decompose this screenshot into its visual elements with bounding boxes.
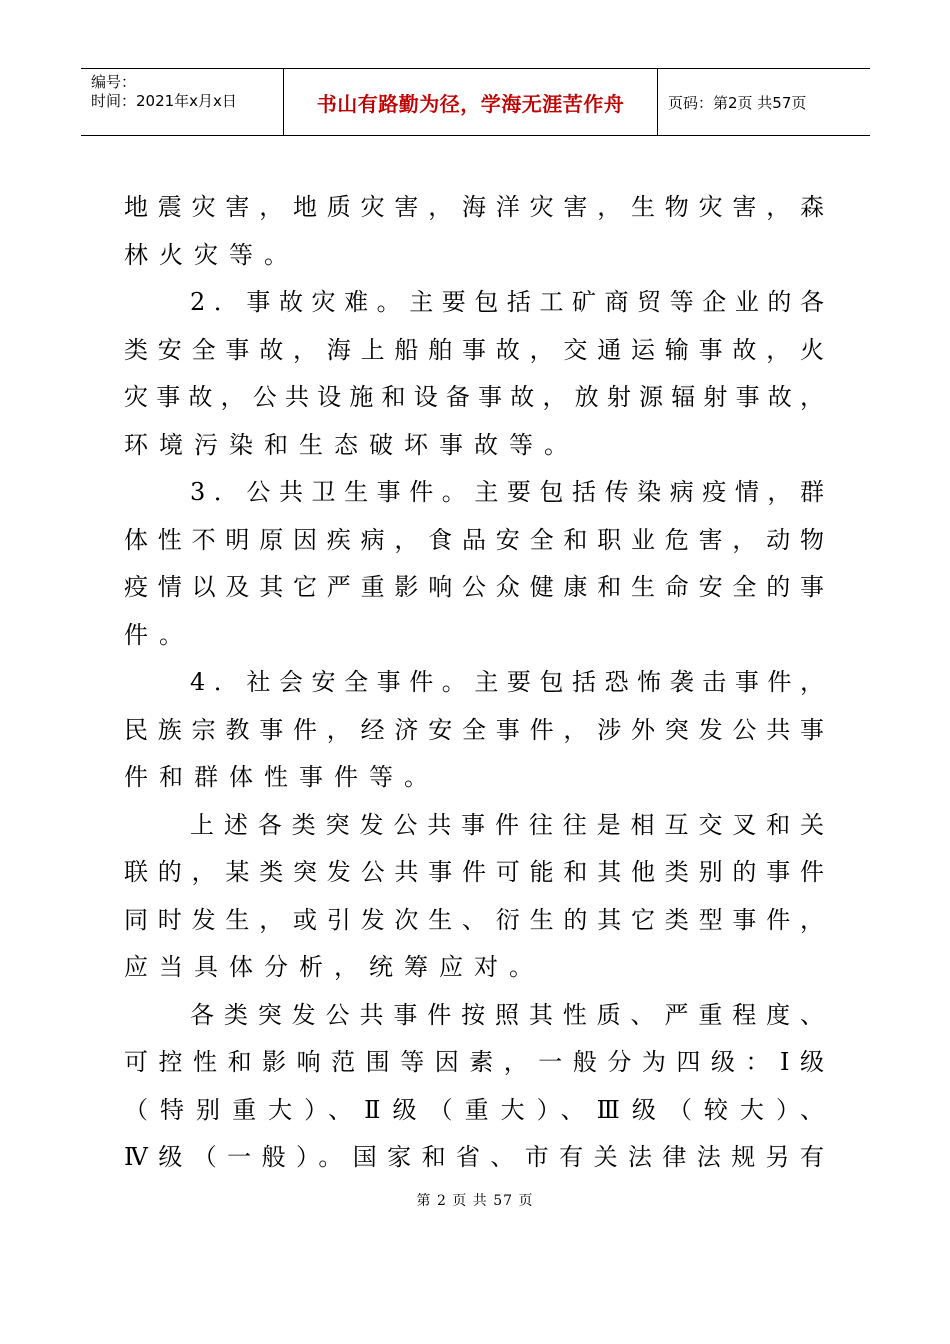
header-page-info: 页码：第2页 共57页 [668, 93, 807, 112]
text-line: 各类突发公共事件按照其性质、严重程度、 [190, 1000, 824, 1029]
text-line: 林火灾等。 [124, 240, 299, 269]
text-line: （特别重大）、Ⅱ级（重大）、Ⅲ级（较大）、 [124, 1095, 824, 1124]
text-line: 类安全事故，海上船舶事故，交通运输事故，火 [124, 335, 824, 364]
document-body [124, 184, 824, 1182]
page-footer: 第 2 页 共 57 页 [416, 1193, 534, 1209]
text-line: 3．公共卫生事件。主要包括传染病疫情，群 [190, 478, 824, 506]
text-line: 地震灾害，地质灾害，海洋灾害，生物灾害，森 [124, 193, 824, 221]
text-line: 同时发生，或引发次生、衍生的其它类型事件， [124, 905, 824, 934]
text-line: 联的，某类突发公共事件可能和其他类别的事件 [124, 858, 824, 886]
text-line: 件。 [124, 620, 194, 649]
header-motto: 书山有路勤为径，学海无涯苦作舟 [316, 91, 625, 116]
text-line: 4．社会安全事件。主要包括恐怖袭击事件， [190, 668, 824, 696]
text-line: 环境污染和生态破坏事故等。 [124, 430, 579, 459]
document-time-label: 时间：2021年x月x日 [91, 92, 237, 110]
text-line: 灾事故，公共设施和设备事故，放射源辐射事故， [124, 383, 824, 411]
text-line: 应当具体分析，统筹应对。 [124, 953, 544, 981]
text-line: 可控性和影响范围等因素，一般分为四级：Ⅰ级 [124, 1048, 824, 1076]
text-line: 疫情以及其它严重影响公众健康和生命安全的事 [124, 573, 824, 601]
document-number-label: 编号： [91, 73, 137, 91]
header-page-info-cell [658, 69, 870, 135]
header-motto-cell [283, 69, 658, 135]
text-line: Ⅳ级（一般）。国家和省、市有关法律法规另有 [124, 1143, 824, 1171]
text-line: 2．事故灾难。主要包括工矿商贸等企业的各 [190, 288, 824, 316]
text-line: 上述各类突发公共事件往往是相互交叉和关 [190, 810, 824, 839]
header-meta [81, 69, 283, 135]
text-line: 体性不明原因疾病，食品安全和职业危害，动物 [124, 525, 824, 554]
text-line: 民族宗教事件，经济安全事件，涉外突发公共事 [124, 715, 824, 744]
document-header [81, 68, 870, 136]
text-line: 件和群体性事件等。 [124, 763, 439, 791]
